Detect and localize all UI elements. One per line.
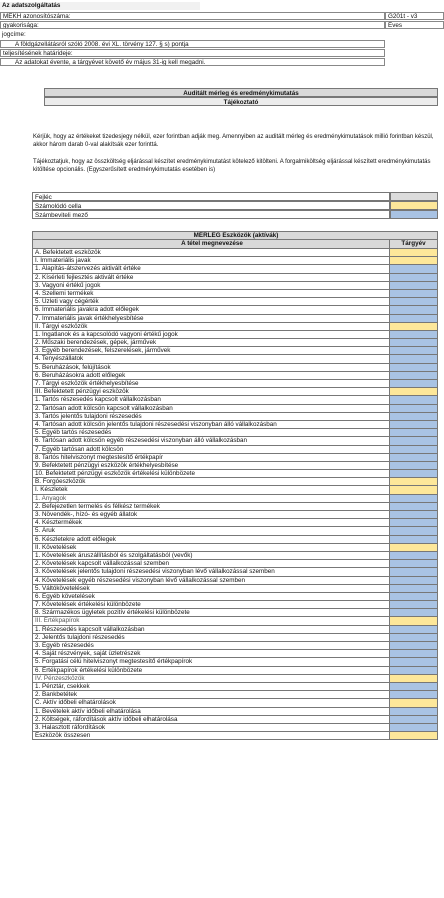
- row-label: 2. Kísérleti fejlesztés aktivált értéke: [32, 274, 390, 282]
- row-label: 2. Költségek, ráfordítások aktív időbeli elhatárolása: [32, 716, 390, 724]
- legend-header-label: Fejléc: [32, 192, 390, 201]
- input-cell[interactable]: [390, 331, 438, 339]
- input-cell[interactable]: [390, 298, 438, 306]
- row-label: 9. Befektetett pénzügyi eszközök értékhelyesbítése: [32, 462, 390, 470]
- info-title: Auditált mérleg és eredménykimutatás: [44, 88, 438, 97]
- row-label: 4. Késztermékek: [32, 519, 390, 527]
- table-row: [32, 298, 438, 306]
- row-label: 3. Halasztott ráfordítások: [32, 724, 390, 732]
- row-label: C. Aktív időbeli elhatárolások: [32, 699, 390, 707]
- section-title: Az adatszolgáltatás: [0, 2, 200, 10]
- calculated-cell: [390, 478, 438, 486]
- table-row: [32, 421, 438, 429]
- table-row: [32, 282, 438, 290]
- input-cell[interactable]: [390, 355, 438, 363]
- row-label: B. Forgóeszközök: [32, 478, 390, 486]
- input-cell[interactable]: [390, 536, 438, 544]
- table-row: [32, 372, 438, 380]
- row-label: 3. Növendék-, hízó- és egyéb állatok: [32, 511, 390, 519]
- legend-calculated-label: Számolódó cella: [32, 201, 390, 210]
- table-row: [32, 380, 438, 388]
- row-label: 1. Követelések áruszállításból és szolgáltatásból (vevők): [32, 552, 390, 560]
- table-row: [32, 732, 438, 740]
- input-cell[interactable]: [390, 527, 438, 535]
- row-label: III. Értékpapírok: [32, 617, 390, 625]
- row-label: 1. Anyagok: [32, 495, 390, 503]
- row-label: 7. Tárgyi eszközök értékhelyesbítése: [32, 380, 390, 388]
- row-label: 1. Tartós részesedés kapcsolt vállalkozásban: [32, 396, 390, 404]
- row-label: 5. Egyéb tartós részesedés: [32, 429, 390, 437]
- table-row: [32, 478, 438, 486]
- row-label: 5. Beruházások, felújítások: [32, 364, 390, 372]
- input-cell[interactable]: [390, 396, 438, 404]
- calculated-cell: [390, 486, 438, 494]
- table-row: [32, 699, 438, 707]
- table-row: [32, 413, 438, 421]
- table-row: [32, 593, 438, 601]
- input-cell[interactable]: [390, 568, 438, 576]
- input-cell[interactable]: [390, 437, 438, 445]
- table-row: [32, 675, 438, 683]
- input-cell[interactable]: [390, 462, 438, 470]
- input-cell[interactable]: [390, 339, 438, 347]
- calculated-cell: [390, 323, 438, 331]
- row-label: 6. Beruházásokra adott előlegek: [32, 372, 390, 380]
- input-cell[interactable]: [390, 290, 438, 298]
- calculated-cell: [390, 617, 438, 625]
- row-label: A. Befektetett eszközök: [32, 249, 390, 257]
- input-cell[interactable]: [390, 446, 438, 454]
- input-cell[interactable]: [390, 560, 438, 568]
- table-row: [32, 568, 438, 576]
- input-cell[interactable]: [390, 577, 438, 585]
- row-label: 4. Saját részvények, saját üzletrészek: [32, 650, 390, 658]
- legend-header-swatch: [390, 192, 438, 201]
- table-row: [32, 323, 438, 331]
- table-row: [32, 617, 438, 625]
- row-label: 8. Származékos ügyletek pozitív értékelési különbözete: [32, 609, 390, 617]
- table-row: [32, 462, 438, 470]
- table-row: [32, 405, 438, 413]
- row-label: 1. Bevételek aktív időbeli elhatárolása: [32, 708, 390, 716]
- row-label: 4. Követelések egyéb részesedési viszonyban lévő vállalkozással szemben: [32, 577, 390, 585]
- row-label: 2. Bankbetétek: [32, 691, 390, 699]
- table-row: [32, 306, 438, 314]
- info-paragraph-2: Tájékoztatjuk, hogy az összköltség eljárással készítet eredménykimutatást kötelező kitölteni. A forgalmiköltség eljárással készített eredménykimutatás kitöltése opcionális. (Egyszerűsített eredménykimutatás esetében is): [33, 159, 431, 173]
- table-row: [32, 364, 438, 372]
- mekh-id-value: G201t - v3: [385, 12, 444, 20]
- table-row: [32, 355, 438, 363]
- table-row: [32, 667, 438, 675]
- calculated-cell: [390, 732, 438, 740]
- row-label: 4. Tartósan adott kölcsön jelentős tulajdoni részesedési viszonyban álló vállalkozásban: [32, 421, 390, 429]
- table-row: [32, 544, 438, 552]
- table-row: [32, 503, 438, 511]
- table-row: [32, 658, 438, 666]
- input-cell[interactable]: [390, 315, 438, 323]
- row-label: 3. Vagyoni értékű jogok: [32, 282, 390, 290]
- table-row: [32, 437, 438, 445]
- input-cell[interactable]: [390, 429, 438, 437]
- row-label: I. Immateriális javak: [32, 257, 390, 265]
- input-cell[interactable]: [390, 372, 438, 380]
- row-label: 6. Egyéb követelések: [32, 593, 390, 601]
- input-cell[interactable]: [390, 405, 438, 413]
- calculated-cell: [390, 675, 438, 683]
- row-label: 3. Követelések jelentős tulajdoni részesedési viszonyban lévő vállalkozással szemben: [32, 568, 390, 576]
- calculated-cell: [390, 257, 438, 265]
- input-cell[interactable]: [390, 708, 438, 716]
- row-label: 2. Tartósan adott kölcsön kapcsolt vállalkozásban: [32, 405, 390, 413]
- table-row: [32, 724, 438, 732]
- table-row: [32, 347, 438, 355]
- table-row: [32, 331, 438, 339]
- row-label: III. Befektetett pénzügyi eszközök: [32, 388, 390, 396]
- table-body: [32, 249, 438, 740]
- input-cell[interactable]: [390, 642, 438, 650]
- table-row: [32, 683, 438, 691]
- table-row: [32, 585, 438, 593]
- frequency-value: Éves: [385, 21, 444, 29]
- row-label: I. Készletek: [32, 486, 390, 494]
- table-row: [32, 536, 438, 544]
- table-row: [32, 691, 438, 699]
- row-label: II. Tárgyi eszközök: [32, 323, 390, 331]
- table-row: [32, 634, 438, 642]
- input-cell[interactable]: [390, 470, 438, 478]
- table-row: [32, 290, 438, 298]
- column-header-item: A tétel megnevezése: [32, 240, 390, 249]
- table-row: [32, 249, 438, 257]
- input-cell[interactable]: [390, 511, 438, 519]
- input-cell[interactable]: [390, 683, 438, 691]
- input-cell[interactable]: [390, 503, 438, 511]
- table-row: [32, 560, 438, 568]
- input-cell[interactable]: [390, 282, 438, 290]
- info-subtitle: Tájékoztató: [44, 97, 438, 106]
- row-label: 10. Befektetett pénzügyi eszközök értékelési különbözete: [32, 470, 390, 478]
- calculated-cell: [390, 249, 438, 257]
- input-cell[interactable]: [390, 585, 438, 593]
- row-label: 6. Értékpapírok értékelési különbözete: [32, 667, 390, 675]
- legal-basis-label: jogcíme:: [2, 31, 26, 38]
- input-cell[interactable]: [390, 601, 438, 609]
- table-row: [32, 609, 438, 617]
- deadline-label: teljesítésének határideje:: [0, 49, 385, 57]
- row-label: Eszközök összesen: [32, 732, 390, 740]
- row-label: 2. Befejezetlen termelés és félkész termékek: [32, 503, 390, 511]
- legend-calculated-swatch: [390, 201, 438, 210]
- input-cell[interactable]: [390, 495, 438, 503]
- input-cell[interactable]: [390, 609, 438, 617]
- table-row: [32, 339, 438, 347]
- row-label: 2. Műszaki berendezések, gépek, járművek: [32, 339, 390, 347]
- table-row: [32, 388, 438, 396]
- row-label: 1. Alapítás-átszervezés aktivált értéke: [32, 265, 390, 273]
- input-cell[interactable]: [390, 364, 438, 372]
- input-cell[interactable]: [390, 593, 438, 601]
- calculated-cell: [390, 544, 438, 552]
- input-cell[interactable]: [390, 691, 438, 699]
- calculated-cell: [390, 388, 438, 396]
- row-label: 5. Üzleti vagy cégérték: [32, 298, 390, 306]
- row-label: 1. Részesedés kapcsolt vállalkozásban: [32, 626, 390, 634]
- input-cell[interactable]: [390, 552, 438, 560]
- table-row: [32, 315, 438, 323]
- input-cell[interactable]: [390, 347, 438, 355]
- table-row: [32, 396, 438, 404]
- assets-table: [32, 231, 438, 740]
- input-cell[interactable]: [390, 454, 438, 462]
- info-paragraph-1: Kérjük, hogy az értékeket tizedesjegy nélkül, ezer forintban adják meg. Amennyiben az auditált mérleg és eredménykimutatások millió forintban készül, akkor három darab 0-val alakítsák ezer forinttá.: [33, 134, 434, 148]
- row-label: 5. Áruk: [32, 527, 390, 535]
- table-row: [32, 650, 438, 658]
- table-row: [32, 486, 438, 494]
- row-label: 7. Követelések értékelési különbözete: [32, 601, 390, 609]
- legend-input-swatch: [390, 210, 438, 219]
- table-row: [32, 519, 438, 527]
- row-label: 3. Egyéb részesedés: [32, 642, 390, 650]
- row-label: 3. Egyéb berendezések, felszerelések, járművek: [32, 347, 390, 355]
- table-row: [32, 552, 438, 560]
- table-row: [32, 708, 438, 716]
- table-row: [32, 511, 438, 519]
- table-row: [32, 495, 438, 503]
- input-cell[interactable]: [390, 519, 438, 527]
- row-label: 6. Készletekre adott előlegek: [32, 536, 390, 544]
- table-title: MÉRLEG Eszközök (aktívák): [32, 231, 438, 240]
- row-label: 5. Forgatási célú hitelviszonyt megtestesítő értékpapírok: [32, 658, 390, 666]
- input-cell[interactable]: [390, 724, 438, 732]
- row-label: 2. Követelések kapcsolt vállalkozással szemben: [32, 560, 390, 568]
- row-label: 6. Immateriális javakra adott előlegek: [32, 306, 390, 314]
- input-cell[interactable]: [390, 421, 438, 429]
- table-row: [32, 446, 438, 454]
- input-cell[interactable]: [390, 650, 438, 658]
- table-row: [32, 257, 438, 265]
- row-label: 4. Szellemi termékek: [32, 290, 390, 298]
- row-label: 6. Tartósan adott kölcsön egyéb részesedési viszonyban álló vállalkozásban: [32, 437, 390, 445]
- table-row: [32, 577, 438, 585]
- table-row: [32, 626, 438, 634]
- table-row: [32, 527, 438, 535]
- column-header-year: Tárgyév: [390, 240, 438, 249]
- input-cell[interactable]: [390, 716, 438, 724]
- table-row: [32, 716, 438, 724]
- row-label: 5. Váltókövetelések: [32, 585, 390, 593]
- row-label: II. Követelések: [32, 544, 390, 552]
- legend-input-label: Számbeviteli mező: [32, 210, 390, 219]
- table-row: [32, 265, 438, 273]
- row-label: 1. Pénztár, csekkek: [32, 683, 390, 691]
- input-cell[interactable]: [390, 380, 438, 388]
- legal-basis-value: A földgázellátásról szóló 2008. évi XL. törvény 127. § s) pontja: [0, 40, 385, 48]
- row-label: 3. Tartós jelentős tulajdoni részesedés: [32, 413, 390, 421]
- mekh-id-label: MEKH azonosítószáma:: [0, 12, 385, 20]
- input-cell[interactable]: [390, 274, 438, 282]
- table-row: [32, 429, 438, 437]
- calculated-cell: [390, 699, 438, 707]
- row-label: 2. Jelentős tulajdoni részesedés: [32, 634, 390, 642]
- input-cell[interactable]: [390, 634, 438, 642]
- deadline-value: Az adatokat évente, a tárgyévet követő év május 31-ig kell megadni.: [0, 58, 385, 66]
- frequency-label: gyakorisága:: [0, 21, 385, 29]
- table-row: [32, 642, 438, 650]
- row-label: 4. Tenyészállatok: [32, 355, 390, 363]
- row-label: 8. Tartós hitelviszonyt megtestesítő értékpapír: [32, 454, 390, 462]
- row-label: 7. Immateriális javak értékhelyesbítése: [32, 315, 390, 323]
- row-label: IV. Pénzeszközök: [32, 675, 390, 683]
- input-cell[interactable]: [390, 626, 438, 634]
- input-cell[interactable]: [390, 658, 438, 666]
- table-row: [32, 601, 438, 609]
- input-cell[interactable]: [390, 306, 438, 314]
- table-row: [32, 454, 438, 462]
- input-cell[interactable]: [390, 265, 438, 273]
- input-cell[interactable]: [390, 413, 438, 421]
- input-cell[interactable]: [390, 667, 438, 675]
- table-row: [32, 274, 438, 282]
- table-row: [32, 470, 438, 478]
- row-label: 1. Ingatlanok és a kapcsolódó vagyoni értékű jogok: [32, 331, 390, 339]
- row-label: 7. Egyéb tartósan adott kölcsön: [32, 446, 390, 454]
